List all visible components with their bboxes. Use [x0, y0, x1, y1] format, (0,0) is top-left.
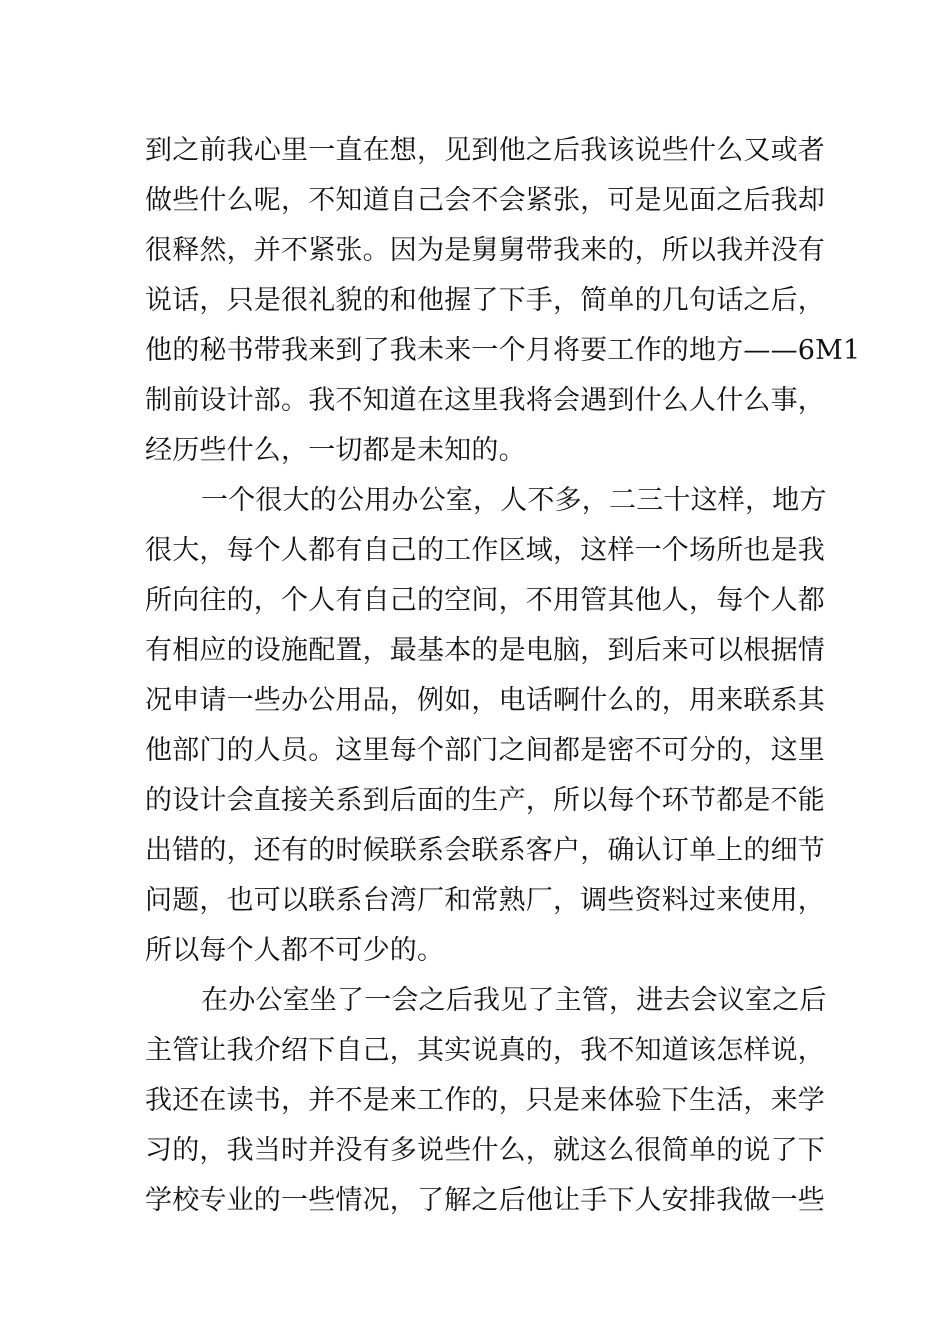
text-line: 出错的，还有的时候联系会联系客户，确认订单上的细节	[145, 835, 825, 866]
text-line: 到之前我心里一直在想，见到他之后我该说些什么又或者	[145, 135, 825, 166]
text-line: 经历些什么，一切都是未知的。	[145, 435, 526, 466]
text-line: 我还在读书，并不是来工作的，只是来体验下生活，来学	[145, 1085, 825, 1116]
text-line: 况申请一些办公用品，例如，电话啊什么的，用来联系其	[145, 685, 825, 716]
text-line: 主管让我介绍下自己，其实说真的，我不知道该怎样说，	[145, 1035, 825, 1066]
text-line: 很大，每个人都有自己的工作区域，这样一个场所也是我	[145, 535, 825, 566]
text-line: 他部门的人员。这里每个部门之间都是密不可分的，这里	[145, 735, 825, 766]
paragraph-first-line: 在办公室坐了一会之后我见了主管，进去会议室之后	[201, 985, 827, 1016]
text-line: 所向往的，个人有自己的空间，不用管其他人，每个人都	[145, 585, 825, 616]
text-line: 他的秘书带我来到了我未来一个月将要工作的地方——6M1	[145, 335, 861, 366]
text-line: 问题，也可以联系台湾厂和常熟厂，调些资料过来使用，	[145, 885, 825, 916]
text-line: 制前设计部。我不知道在这里我将会遇到什么人什么事，	[145, 385, 825, 416]
text-line: 做些什么呢，不知道自己会不会紧张，可是见面之后我却	[145, 185, 825, 216]
body-text	[145, 126, 861, 1226]
text-line: 所以每个人都不可少的。	[145, 935, 445, 966]
text-line: 学校专业的一些情况，了解之后他让手下人安排我做一些	[145, 1185, 825, 1216]
text-line: 的设计会直接关系到后面的生产，所以每个环节都是不能	[145, 785, 825, 816]
text-line: 说话，只是很礼貌的和他握了下手，简单的几句话之后，	[145, 285, 825, 316]
paragraph-first-line: 一个很大的公用办公室，人不多，二三十这样，地方	[201, 485, 827, 516]
text-line: 习的，我当时并没有多说些什么，就这么很简单的说了下	[145, 1135, 825, 1166]
text-line: 有相应的设施配置，最基本的是电脑，到后来可以根据情	[145, 635, 825, 666]
text-line: 很释然，并不紧张。因为是舅舅带我来的，所以我并没有	[145, 235, 825, 266]
